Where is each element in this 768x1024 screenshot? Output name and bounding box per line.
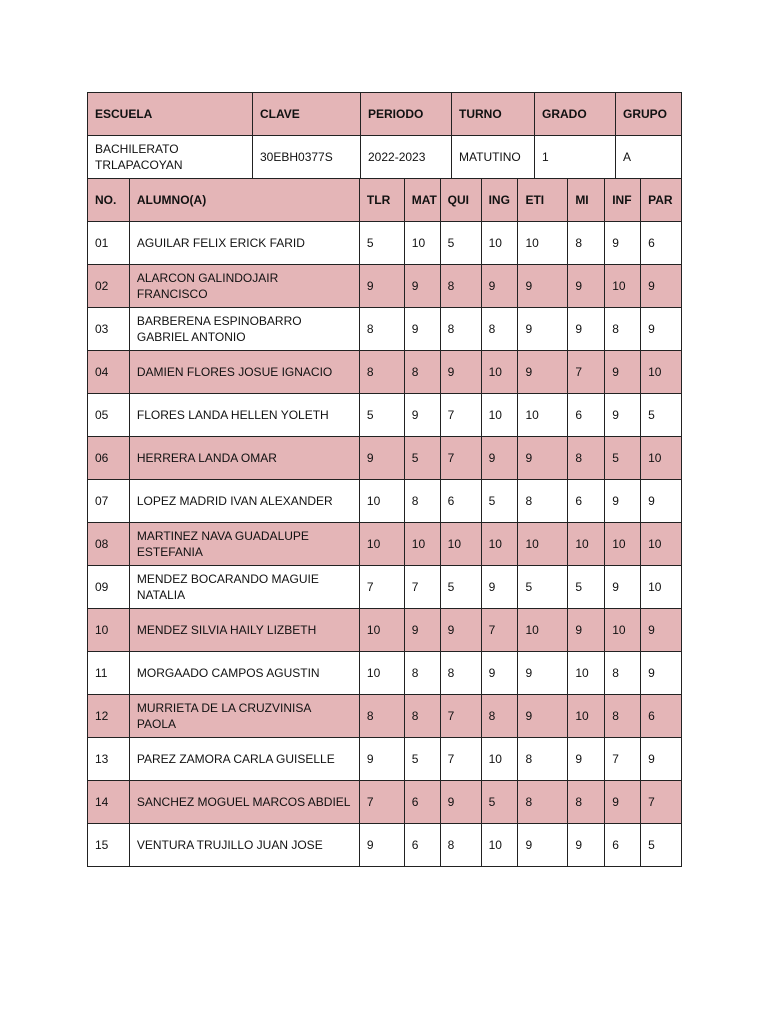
grade-cell: 8 xyxy=(440,264,482,308)
student-row xyxy=(87,694,682,738)
student-name: MARTINEZ NAVA GUADALUPE ESTEFANIA xyxy=(129,522,360,566)
grade-cell: 9 xyxy=(604,780,641,824)
grade-cell: 8 xyxy=(440,823,482,867)
grade-cell: 6 xyxy=(604,823,641,867)
student-row xyxy=(87,264,682,308)
grade-cell: 8 xyxy=(517,737,568,781)
grade-cell: 5 xyxy=(404,436,441,480)
grade-cell: 8 xyxy=(517,780,568,824)
student-name: ALARCON GALINDOJAIR FRANCISCO xyxy=(129,264,360,308)
grade-cell: 5 xyxy=(640,823,682,867)
grade-cell: 7 xyxy=(640,780,682,824)
info-header-row xyxy=(87,92,682,136)
grade-cell: 8 xyxy=(404,350,441,394)
student-number: 05 xyxy=(87,393,130,437)
grade-cell: 9 xyxy=(640,651,682,695)
student-name: MENDEZ BOCARANDO MAGUIE NATALIA xyxy=(129,565,360,609)
grade-cell: 10 xyxy=(517,522,568,566)
grade-cell: 9 xyxy=(404,307,441,351)
grade-cell: 9 xyxy=(517,264,568,308)
grade-cell: 8 xyxy=(440,651,482,695)
grade-cell: 6 xyxy=(640,694,682,738)
grade-cell: 9 xyxy=(359,436,405,480)
grade-cell: 9 xyxy=(404,608,441,652)
grade-cell: 9 xyxy=(481,565,519,609)
grade-cell: 9 xyxy=(604,393,641,437)
grade-cell: 10 xyxy=(481,522,519,566)
grade-cell: 9 xyxy=(517,436,568,480)
grade-cell: 5 xyxy=(440,565,482,609)
student-row xyxy=(87,350,682,394)
student-name: HERRERA LANDA OMAR xyxy=(129,436,360,480)
grade-cell: 7 xyxy=(404,565,441,609)
subject-header: QUI xyxy=(440,178,482,222)
student-row xyxy=(87,522,682,566)
student-name: BARBERENA ESPINOBARRO GABRIEL ANTONIO xyxy=(129,307,360,351)
grade-cell: 5 xyxy=(481,780,519,824)
grade-cell: 10 xyxy=(567,522,605,566)
grade-cell: 9 xyxy=(567,307,605,351)
student-row xyxy=(87,608,682,652)
grade-cell: 6 xyxy=(567,393,605,437)
grade-cell: 10 xyxy=(359,651,405,695)
student-number: 08 xyxy=(87,522,130,566)
subject-header: PAR xyxy=(640,178,682,222)
periodo-header: PERIODO xyxy=(360,92,452,136)
grade-cell: 10 xyxy=(359,608,405,652)
grade-cell: 10 xyxy=(440,522,482,566)
grade-cell: 8 xyxy=(604,307,641,351)
grade-cell: 5 xyxy=(517,565,568,609)
grade-cell: 9 xyxy=(640,479,682,523)
student-row xyxy=(87,780,682,824)
grade-cell: 9 xyxy=(517,307,568,351)
subject-header: MAT xyxy=(404,178,441,222)
escuela-value: BACHILERATO TRLAPACOYAN xyxy=(87,135,253,179)
student-row xyxy=(87,307,682,351)
subject-header: ETI xyxy=(517,178,568,222)
subject-header: TLR xyxy=(359,178,405,222)
grade-cell: 10 xyxy=(640,350,682,394)
grade-cell: 9 xyxy=(517,694,568,738)
grade-cell: 10 xyxy=(604,264,641,308)
student-row xyxy=(87,565,682,609)
grade-cell: 9 xyxy=(481,651,519,695)
grade-cell: 10 xyxy=(481,823,519,867)
grade-cell: 10 xyxy=(640,565,682,609)
grade-cell: 7 xyxy=(440,436,482,480)
grade-cell: 10 xyxy=(567,694,605,738)
grade-cell: 8 xyxy=(567,780,605,824)
student-number: 03 xyxy=(87,307,130,351)
grade-cell: 6 xyxy=(404,823,441,867)
student-name: SANCHEZ MOGUEL MARCOS ABDIEL xyxy=(129,780,360,824)
grade-cell: 9 xyxy=(567,264,605,308)
grade-cell: 5 xyxy=(440,221,482,265)
student-name: MURRIETA DE LA CRUZVINISA PAOLA xyxy=(129,694,360,738)
grade-cell: 10 xyxy=(481,221,519,265)
grade-cell: 8 xyxy=(567,221,605,265)
grupo-value: A xyxy=(615,135,682,179)
grade-cell: 10 xyxy=(404,522,441,566)
student-number: 02 xyxy=(87,264,130,308)
subject-header: MI xyxy=(567,178,605,222)
grade-cell: 10 xyxy=(567,651,605,695)
turno-header: TURNO xyxy=(451,92,535,136)
grades-sheet xyxy=(87,92,682,867)
grade-cell: 10 xyxy=(359,479,405,523)
grade-cell: 9 xyxy=(517,823,568,867)
escuela-header: ESCUELA xyxy=(87,92,253,136)
grade-cell: 9 xyxy=(440,780,482,824)
grade-cell: 9 xyxy=(440,350,482,394)
student-name: MORGAADO CAMPOS AGUSTIN xyxy=(129,651,360,695)
grade-cell: 7 xyxy=(359,780,405,824)
grade-cell: 9 xyxy=(359,737,405,781)
grade-cell: 9 xyxy=(481,264,519,308)
student-name: AGUILAR FELIX ERICK FARID xyxy=(129,221,360,265)
grade-cell: 8 xyxy=(404,479,441,523)
grade-cell: 9 xyxy=(359,264,405,308)
grade-cell: 6 xyxy=(640,221,682,265)
grade-cell: 7 xyxy=(440,694,482,738)
grade-cell: 10 xyxy=(517,608,568,652)
grade-cell: 8 xyxy=(567,436,605,480)
student-number: 07 xyxy=(87,479,130,523)
periodo-value: 2022-2023 xyxy=(360,135,452,179)
grade-cell: 8 xyxy=(359,350,405,394)
grade-cell: 10 xyxy=(404,221,441,265)
student-number: 01 xyxy=(87,221,130,265)
student-row xyxy=(87,393,682,437)
grade-cell: 6 xyxy=(440,479,482,523)
grade-cell: 10 xyxy=(517,393,568,437)
grade-cell: 9 xyxy=(604,479,641,523)
grade-cell: 8 xyxy=(481,694,519,738)
grade-cell: 9 xyxy=(481,436,519,480)
student-row xyxy=(87,221,682,265)
no-header: NO. xyxy=(87,178,130,222)
student-row xyxy=(87,823,682,867)
student-row xyxy=(87,651,682,695)
grado-value: 1 xyxy=(534,135,616,179)
grade-cell: 8 xyxy=(517,479,568,523)
grade-cell: 10 xyxy=(640,522,682,566)
student-row xyxy=(87,436,682,480)
grade-cell: 9 xyxy=(604,221,641,265)
grade-cell: 9 xyxy=(640,307,682,351)
grade-cell: 7 xyxy=(359,565,405,609)
grade-cell: 8 xyxy=(404,694,441,738)
student-number: 04 xyxy=(87,350,130,394)
student-name: MENDEZ SILVIA HAILY LIZBETH xyxy=(129,608,360,652)
grade-cell: 7 xyxy=(604,737,641,781)
info-values-row xyxy=(87,135,682,179)
grade-cell: 6 xyxy=(404,780,441,824)
grade-cell: 8 xyxy=(440,307,482,351)
grade-cell: 5 xyxy=(359,393,405,437)
alumno-header: ALUMNO(A) xyxy=(129,178,360,222)
grade-cell: 10 xyxy=(517,221,568,265)
student-number: 12 xyxy=(87,694,130,738)
grade-cell: 9 xyxy=(604,350,641,394)
student-number: 15 xyxy=(87,823,130,867)
student-number: 10 xyxy=(87,608,130,652)
grade-cell: 9 xyxy=(640,737,682,781)
grade-cell: 10 xyxy=(640,436,682,480)
student-number: 06 xyxy=(87,436,130,480)
grade-cell: 5 xyxy=(404,737,441,781)
student-number: 09 xyxy=(87,565,130,609)
student-row xyxy=(87,479,682,523)
grade-cell: 6 xyxy=(567,479,605,523)
grade-cell: 5 xyxy=(481,479,519,523)
grade-cell: 5 xyxy=(604,436,641,480)
student-rows xyxy=(87,221,682,867)
student-name: DAMIEN FLORES JOSUE IGNACIO xyxy=(129,350,360,394)
grade-cell: 9 xyxy=(359,823,405,867)
grade-cell: 10 xyxy=(481,350,519,394)
grade-cell: 10 xyxy=(481,737,519,781)
grade-cell: 10 xyxy=(604,522,641,566)
clave-value: 30EBH0377S xyxy=(252,135,361,179)
grade-cell: 10 xyxy=(481,393,519,437)
grupo-header: GRUPO xyxy=(615,92,682,136)
grade-cell: 10 xyxy=(359,522,405,566)
student-number: 14 xyxy=(87,780,130,824)
grade-cell: 9 xyxy=(640,608,682,652)
grade-cell: 5 xyxy=(567,565,605,609)
grade-cell: 7 xyxy=(440,393,482,437)
student-name: LOPEZ MADRID IVAN ALEXANDER xyxy=(129,479,360,523)
turno-value: MATUTINO xyxy=(451,135,535,179)
grade-cell: 9 xyxy=(404,393,441,437)
grade-cell: 7 xyxy=(440,737,482,781)
grade-cell: 5 xyxy=(640,393,682,437)
grade-cell: 7 xyxy=(481,608,519,652)
student-name: VENTURA TRUJILLO JUAN JOSE xyxy=(129,823,360,867)
student-name: FLORES LANDA HELLEN YOLETH xyxy=(129,393,360,437)
grade-cell: 8 xyxy=(359,307,405,351)
grade-cell: 9 xyxy=(440,608,482,652)
grade-cell: 9 xyxy=(604,565,641,609)
student-number: 13 xyxy=(87,737,130,781)
grade-cell: 9 xyxy=(404,264,441,308)
grade-cell: 8 xyxy=(481,307,519,351)
subject-header: ING xyxy=(481,178,519,222)
clave-header: CLAVE xyxy=(252,92,361,136)
grade-cell: 7 xyxy=(567,350,605,394)
grade-cell: 10 xyxy=(604,608,641,652)
grade-cell: 5 xyxy=(359,221,405,265)
subject-header: INF xyxy=(604,178,641,222)
grade-cell: 9 xyxy=(567,737,605,781)
student-name: PAREZ ZAMORA CARLA GUISELLE xyxy=(129,737,360,781)
grade-cell: 9 xyxy=(567,608,605,652)
grade-cell: 9 xyxy=(567,823,605,867)
grade-cell: 9 xyxy=(517,350,568,394)
grade-cell: 9 xyxy=(517,651,568,695)
grade-cell: 8 xyxy=(604,651,641,695)
grade-cell: 8 xyxy=(404,651,441,695)
grade-cell: 9 xyxy=(640,264,682,308)
grade-cell: 8 xyxy=(359,694,405,738)
grade-cell: 8 xyxy=(604,694,641,738)
grades-header-row xyxy=(87,178,682,222)
student-number: 11 xyxy=(87,651,130,695)
grado-header: GRADO xyxy=(534,92,616,136)
student-row xyxy=(87,737,682,781)
